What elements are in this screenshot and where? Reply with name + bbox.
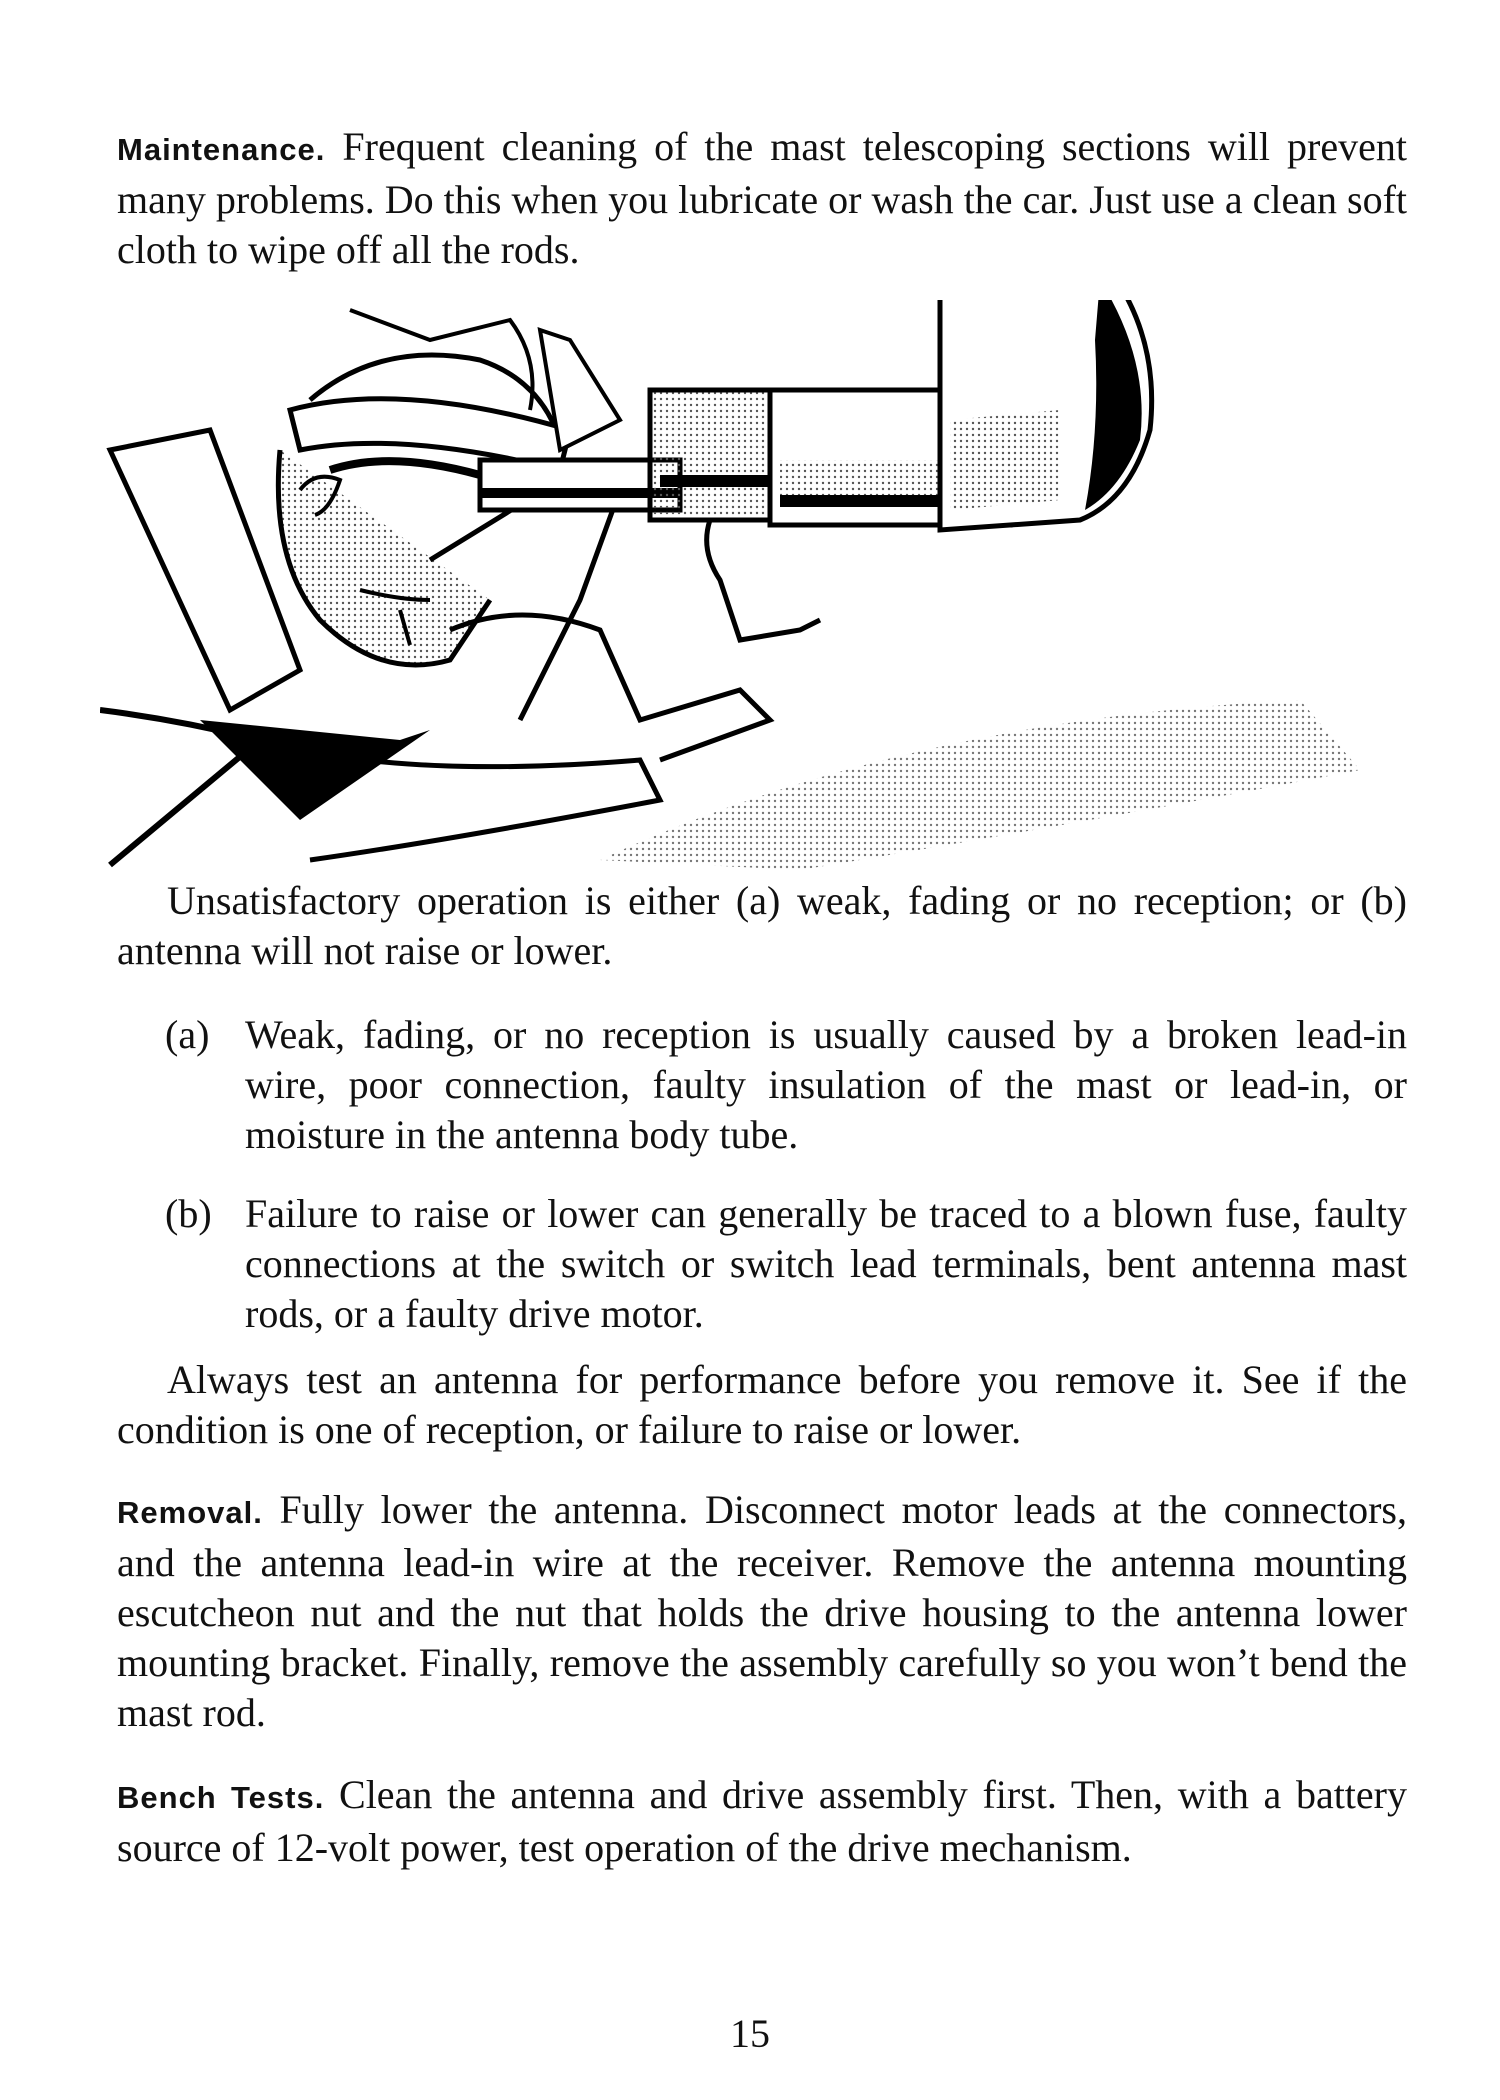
always-test-paragraph: Always test an antenna for performance before you remove it. See if the condition is one of reception, or failure to raise or lower. — [117, 1357, 1407, 1452]
list-text-a: Weak, fading, or no reception is usually caused by a broken lead-in wire, poor connection, faulty insulation of the mast or lead-in, or moisture in the antenna body tube. — [245, 1012, 1407, 1157]
removal-text: Fully lower the antenna. Disconnect motor leads at the connectors, and the antenna lead-in wire at the receiver. Remove the antenna mounting escutcheon nut and the nut that holds the drive housing to the antenna lower mounting bracket. Finally, remove the assembly carefully so you won’t bend the mast rod. — [117, 1487, 1407, 1735]
list-marker-a: (a) — [165, 1012, 210, 1057]
intro-paragraph: Unsatisfactory operation is either (a) weak, fading or no reception; or (b) antenna will not raise or lower. — [117, 878, 1407, 973]
page-number: 15 — [730, 2011, 770, 2056]
maintenance-heading: Maintenance. — [117, 132, 326, 167]
bench-tests-heading: Bench Tests. — [117, 1780, 325, 1815]
sailor-telescope-illustration — [100, 300, 1420, 880]
maintenance-paragraph — [117, 122, 1407, 275]
list-marker-b: (b) — [165, 1191, 212, 1236]
maintenance-text: Frequent cleaning of the mast telescoping sections will prevent many problems. Do this when you lubricate or wash the car. Just use a clean soft cloth to wipe off all the rods. — [117, 124, 1407, 272]
removal-paragraph — [117, 1485, 1407, 1738]
removal-heading: Removal. — [117, 1495, 263, 1530]
list-item-a — [165, 1010, 1407, 1160]
list-text-b: Failure to raise or lower can generally be traced to a blown fuse, faulty connections at the switch or switch lead terminals, bent antenna mast rods, or a faulty drive motor. — [245, 1191, 1407, 1336]
bench-tests-paragraph — [117, 1770, 1407, 1873]
list-item-b — [165, 1189, 1407, 1339]
bench-tests-text: Clean the antenna and drive assembly first. Then, with a battery source of 12-volt power, test operation of the drive mechanism. — [117, 1772, 1407, 1870]
